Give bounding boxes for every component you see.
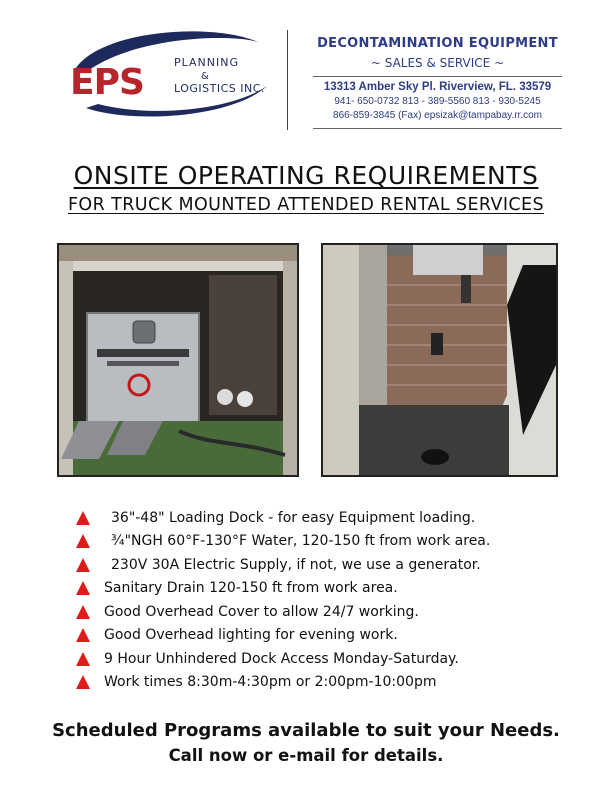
requirement-text: Work times 8:30m-4:30pm or 2:00pm-10:00pm [104, 674, 437, 691]
requirement-text: Good Overhead Cover to allow 24/7 working. [104, 603, 419, 620]
warning-triangle-icon [76, 628, 90, 642]
requirements-list [76, 506, 556, 694]
requirement-text: ¾"NGH 60°F-130°F Water, 120-150 ft from work area. [111, 533, 491, 550]
warning-triangle-icon [76, 675, 90, 689]
company-phones: 941- 650-0732 813 - 389-5560 813 - 930-5245 [334, 96, 541, 107]
list-item [76, 600, 556, 624]
company-service: ~ SALES & SERVICE ~ [370, 56, 505, 70]
company-logo [62, 28, 277, 120]
logo-word-planning: PLANNING [174, 56, 239, 69]
company-tagline: DECONTAMINATION EQUIPMENT [317, 36, 558, 51]
list-item [76, 530, 556, 554]
warning-triangle-icon [76, 558, 90, 572]
page-title: ONSITE OPERATING REQUIREMENTS [73, 161, 539, 190]
list-item [76, 624, 556, 648]
company-info [305, 36, 570, 129]
logo-word-logistics: LOGISTICS INC. [174, 82, 265, 95]
warning-triangle-icon [76, 511, 90, 525]
info-rule [313, 76, 562, 77]
logo-letters: EPS [70, 62, 144, 103]
eps-logo-graphic [62, 28, 277, 120]
company-address: 13313 Amber Sky Pl. Riverview, FL. 33579 [323, 81, 552, 93]
brick-wall-drain-photo [321, 243, 558, 477]
list-item [76, 647, 556, 671]
truck-interior-photo [57, 243, 299, 477]
page-subtitle: FOR TRUCK MOUNTED ATTENDED RENTAL SERVICES [67, 195, 545, 215]
requirement-text: Good Overhead lighting for evening work. [104, 627, 398, 644]
warning-triangle-icon [76, 581, 90, 595]
logo-ampersand: & [201, 71, 209, 82]
requirement-text: 9 Hour Unhindered Dock Access Monday-Saturday. [104, 650, 459, 667]
list-item [76, 553, 556, 577]
header-divider [287, 30, 288, 130]
requirement-text: 230V 30A Electric Supply, if not, we use a generator. [111, 556, 481, 573]
warning-triangle-icon [76, 534, 90, 548]
list-item [76, 671, 556, 695]
company-fax-email: 866-859-3845 (Fax) epsizak@tampabay.rr.com [333, 110, 542, 121]
requirement-text: 36"-48" Loading Dock - for easy Equipment loading. [111, 509, 476, 526]
footer-programs: Scheduled Programs available to suit your Needs. [52, 720, 560, 741]
list-item [76, 506, 556, 530]
warning-triangle-icon [76, 605, 90, 619]
footer-call-to-action: Call now or e-mail for details. [168, 746, 444, 765]
warning-triangle-icon [76, 652, 90, 666]
requirement-text: Sanitary Drain 120-150 ft from work area. [104, 580, 398, 597]
info-rule-bottom [313, 128, 562, 129]
list-item [76, 577, 556, 601]
